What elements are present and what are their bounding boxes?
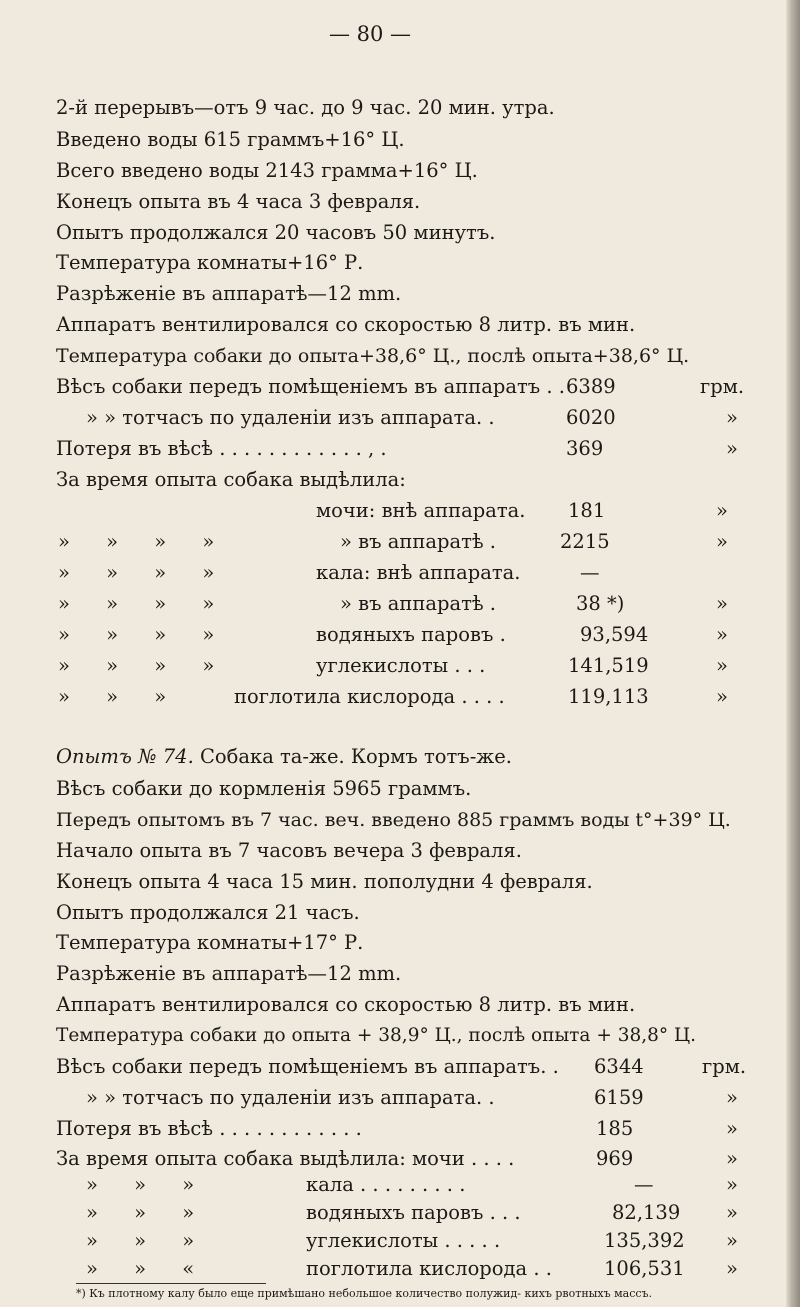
excreted-label: » въ аппаратѣ . (340, 530, 497, 553)
excreted-value: 141,519 (568, 654, 649, 677)
text-line: Всего введено воды 2143 грамма+16° Ц. (56, 159, 478, 182)
weight-label: Вѣсъ собаки передъ помѣщеніемъ въ аппаратъ . . (56, 375, 565, 398)
excreted-label: мочи: внѣ аппарата. (316, 499, 526, 522)
excreted-label: углекислоты . . . (316, 654, 486, 677)
weight-value: 369 (566, 437, 604, 460)
experiment-number: Опытъ № 74. (56, 745, 194, 768)
weight-value: 185 (596, 1117, 634, 1140)
excreted-value: 38 *) (576, 592, 625, 615)
text-line: Передъ опытомъ въ 7 час. веч. введено 885 граммъ воды t°+39° Ц. (56, 809, 731, 831)
excreted-value: 181 (568, 499, 606, 522)
weight-unit: » (726, 1147, 738, 1170)
excreted-label: кала: внѣ аппарата. (316, 561, 521, 584)
ditto-marks: » » » (86, 1173, 195, 1196)
text-line: Разрѣженіе въ аппаратѣ—12 mm. (56, 962, 402, 985)
ditto-marks: » » » » (58, 561, 215, 584)
excreted-label: кала . . . . . . . . . (306, 1173, 466, 1196)
excreted-value: — (580, 561, 600, 584)
page-number: — 80 — (328, 22, 412, 46)
text-line: 2-й перерывъ—отъ 9 час. до 9 час. 20 мин. утра. (56, 96, 555, 119)
excreted-unit: » (716, 592, 728, 615)
ditto-marks: » » « (86, 1257, 195, 1280)
excreted-unit: » (716, 530, 728, 553)
excreted-unit: » (716, 654, 728, 677)
excreted-unit: » (726, 1201, 738, 1224)
excreted-value: 106,531 (604, 1257, 685, 1280)
excreted-value: 82,139 (612, 1201, 681, 1224)
excreted-unit: » (716, 623, 728, 646)
ditto-marks: » » » (58, 685, 167, 708)
weight-unit: » (726, 406, 738, 429)
excreted-unit: » (726, 1173, 738, 1196)
weight-label: Потеря въ вѣсѣ . . . . . . . . . . . . (56, 1117, 362, 1140)
ditto-marks: » » » » (58, 530, 215, 553)
weight-label: » » тотчасъ по удаленіи изъ аппарата. . (86, 406, 495, 429)
text-line: Аппаратъ вентилировался со скоростью 8 литр. въ мин. (56, 313, 636, 336)
excreted-label: » въ аппаратѣ . (340, 592, 497, 615)
footnote-line: *) Къ плотному калу было еще примѣшано небольшое количество полужид- кихъ рвотныхъ массъ. (76, 1287, 653, 1300)
weight-unit: грм. (700, 375, 745, 398)
text-line: Разрѣженіе въ аппаратѣ—12 mm. (56, 282, 402, 305)
weight-unit: » (726, 437, 738, 460)
excreted-value: 135,392 (604, 1229, 685, 1252)
excreted-unit: » (726, 1257, 738, 1280)
text-line: Введено воды 615 граммъ+16° Ц. (56, 128, 405, 151)
excreted-value: 119,113 (568, 685, 649, 708)
text-line: Вѣсъ собаки до кормленія 5965 граммъ. (56, 777, 472, 800)
excreted-unit: » (726, 1229, 738, 1252)
excreted-unit: » (716, 685, 728, 708)
excreted-unit: » (716, 499, 728, 522)
weight-value: 969 (596, 1147, 634, 1170)
weight-label: Потеря въ вѣсѣ . . . . . . . . . . . . , . (56, 437, 387, 460)
excreted-value: 93,594 (580, 623, 649, 646)
text-line: Аппаратъ вентилировался со скоростью 8 литр. въ мин. (56, 993, 636, 1016)
page-edge (786, 0, 800, 1307)
weight-unit: грм. (702, 1055, 747, 1078)
ditto-marks: » » » » (58, 592, 215, 615)
weight-value: 6159 (594, 1086, 644, 1109)
experiment-desc: Собака та-же. Кормъ тотъ-же. (193, 745, 512, 768)
weight-unit: » (726, 1117, 738, 1140)
ditto-marks: » » » » (58, 654, 215, 677)
excreted-label: поглотила кислорода . . . . (234, 685, 505, 708)
weight-label: Вѣсъ собаки передъ помѣщеніемъ въ аппаратъ. . (56, 1055, 559, 1078)
text-line: Конецъ опыта 4 часа 15 мин. пополудни 4 февраля. (56, 870, 593, 893)
text-line: Конецъ опыта въ 4 часа 3 февраля. (56, 190, 421, 213)
text-line: Начало опыта въ 7 часовъ вечера 3 февраля. (56, 839, 522, 862)
weight-label: » » тотчасъ по удаленіи изъ аппарата. . (86, 1086, 495, 1109)
weight-unit: » (726, 1086, 738, 1109)
footnote-rule (76, 1283, 266, 1284)
text-line: Опытъ продолжался 21 часъ. (56, 901, 360, 924)
weight-value: 6344 (594, 1055, 644, 1078)
weight-value: 6389 (566, 375, 616, 398)
ditto-marks: » » » (86, 1201, 195, 1224)
ditto-marks: » » » » (58, 623, 215, 646)
text-line: Температура комнаты+17° Р. (56, 931, 364, 954)
text-line: Температура комнаты+16° Р. (56, 251, 364, 274)
weight-value: 6020 (566, 406, 616, 429)
excreted-title: За время опыта собака выдѣлила: (56, 468, 406, 491)
experiment-title (56, 744, 748, 770)
excreted-label: водяныхъ паровъ . . . (306, 1201, 521, 1224)
excreted-label: водяныхъ паровъ . (316, 623, 506, 646)
excreted-label: поглотила кислорода . . (306, 1257, 552, 1280)
text-line: Опытъ продолжался 20 часовъ 50 минутъ. (56, 221, 496, 244)
excreted-label: углекислоты . . . . . (306, 1229, 501, 1252)
footnote-line-2: кихъ рвотныхъ массъ. (520, 1287, 653, 1300)
ditto-marks: » » » (86, 1229, 195, 1252)
excreted-value: 2215 (560, 530, 610, 553)
text-line: Температура собаки до опыта+38,6° Ц., послѣ опыта+38,6° Ц. (56, 345, 690, 367)
weight-label: За время опыта собака выдѣлила: мочи . . . . (56, 1147, 515, 1170)
excreted-value: — (634, 1173, 654, 1196)
text-line: Температура собаки до опыта + 38,9° Ц., послѣ опыта + 38,8° Ц. (56, 1025, 697, 1046)
